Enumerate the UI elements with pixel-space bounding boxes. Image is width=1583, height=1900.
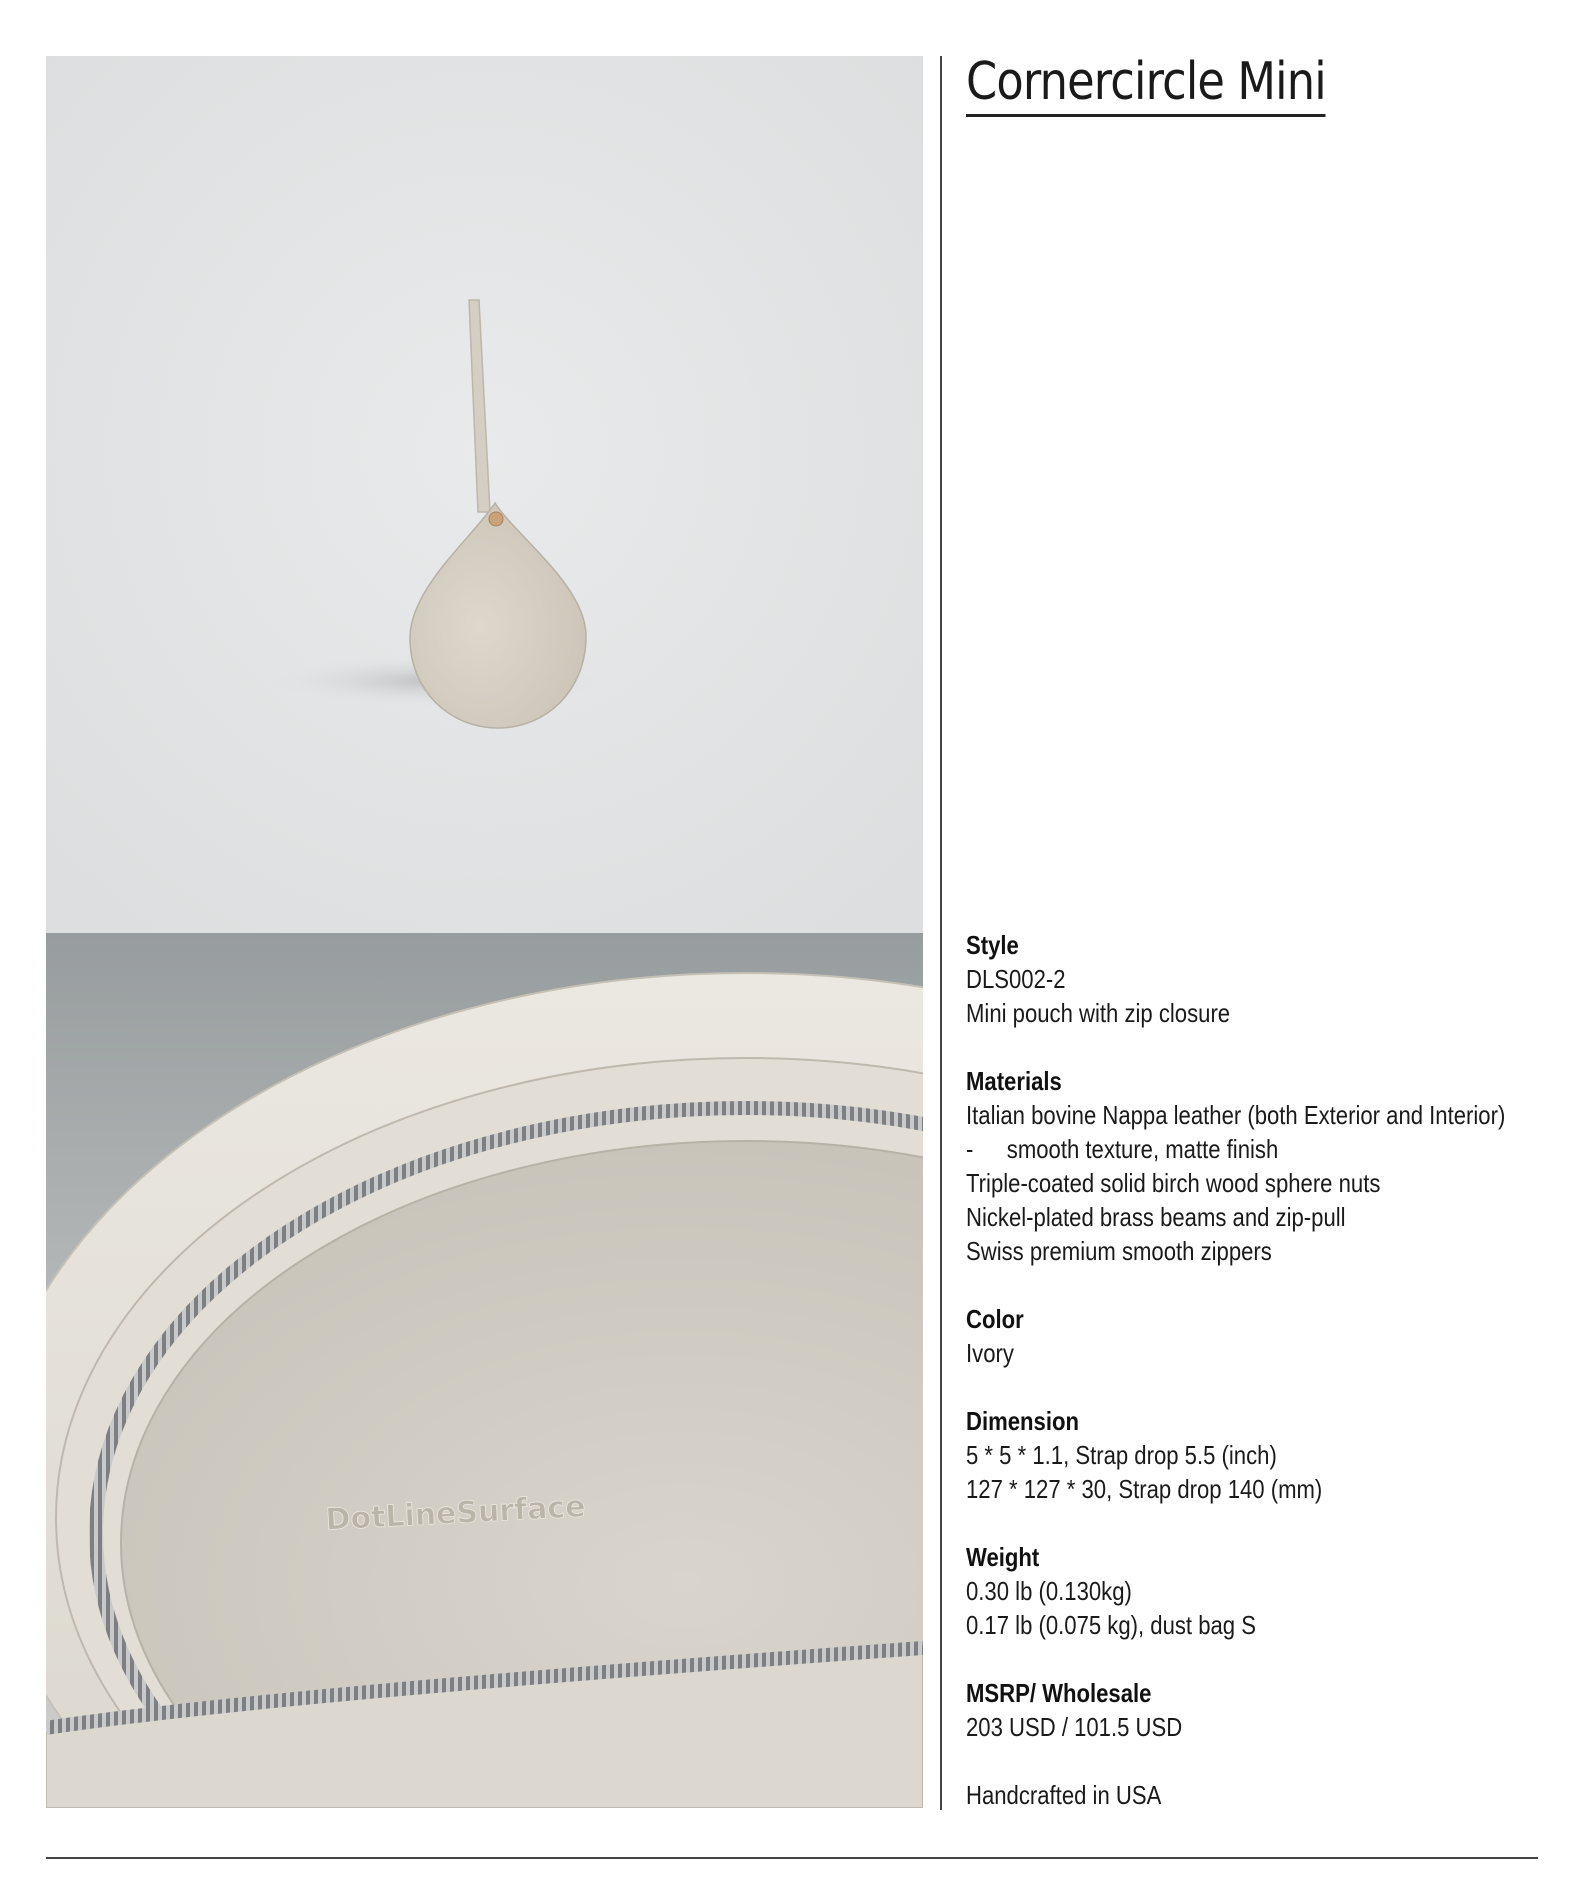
spec-style [966, 928, 1566, 1030]
embossed-logo: DotLineSurface [324, 1489, 587, 1538]
spec-value: 5 * 5 * 1.1, Strap drop 5.5 (inch) [966, 1440, 1277, 1470]
spec-dimension [966, 1404, 1566, 1506]
spec-weight [966, 1540, 1566, 1642]
teardrop-pouch-illustration [46, 56, 923, 933]
spec-heading: Style [966, 930, 1019, 960]
vertical-divider [940, 56, 942, 1810]
spec-value: Mini pouch with zip closure [966, 998, 1231, 1028]
spec-value: 127 * 127 * 30, Strap drop 140 (mm) [966, 1474, 1323, 1504]
spec-heading: MSRP/ Wholesale [966, 1678, 1152, 1708]
spec-sheet [966, 928, 1566, 1812]
spec-value: Italian bovine Nappa leather (both Exterior and Interior) [966, 1100, 1506, 1130]
bullet-dash: - [966, 1134, 974, 1164]
spec-materials [966, 1064, 1566, 1268]
handcrafted-note: Handcrafted in USA [966, 1780, 1162, 1810]
spec-subvalue: smooth texture, matte finish [1006, 1134, 1279, 1164]
spec-value: Swiss premium smooth zippers [966, 1236, 1272, 1266]
footer-divider [46, 1857, 1538, 1859]
product-title: Cornercircle Mini [966, 52, 1326, 117]
product-photo-main [46, 56, 923, 933]
spec-price [966, 1676, 1566, 1744]
spec-value: 0.30 lb (0.130kg) [966, 1576, 1132, 1606]
product-photo-detail [46, 933, 923, 1808]
spec-heading: Weight [966, 1542, 1040, 1572]
spec-value: DLS002-2 [966, 964, 1066, 994]
spec-value: Nickel-plated brass beams and zip-pull [966, 1202, 1346, 1232]
spec-heading: Color [966, 1304, 1024, 1334]
open-pouch-detail-illustration [46, 933, 923, 1808]
spec-color [966, 1302, 1566, 1370]
spec-value [966, 1132, 1476, 1166]
wood-sphere-nut [489, 512, 503, 526]
spec-heading: Dimension [966, 1406, 1079, 1436]
spec-heading: Materials [966, 1066, 1062, 1096]
spec-value: Ivory [966, 1338, 1014, 1368]
spec-value: 0.17 lb (0.075 kg), dust bag S [966, 1610, 1256, 1640]
spec-value: Triple-coated solid birch wood sphere nuts [966, 1168, 1381, 1198]
spec-value: 203 USD / 101.5 USD [966, 1712, 1183, 1742]
